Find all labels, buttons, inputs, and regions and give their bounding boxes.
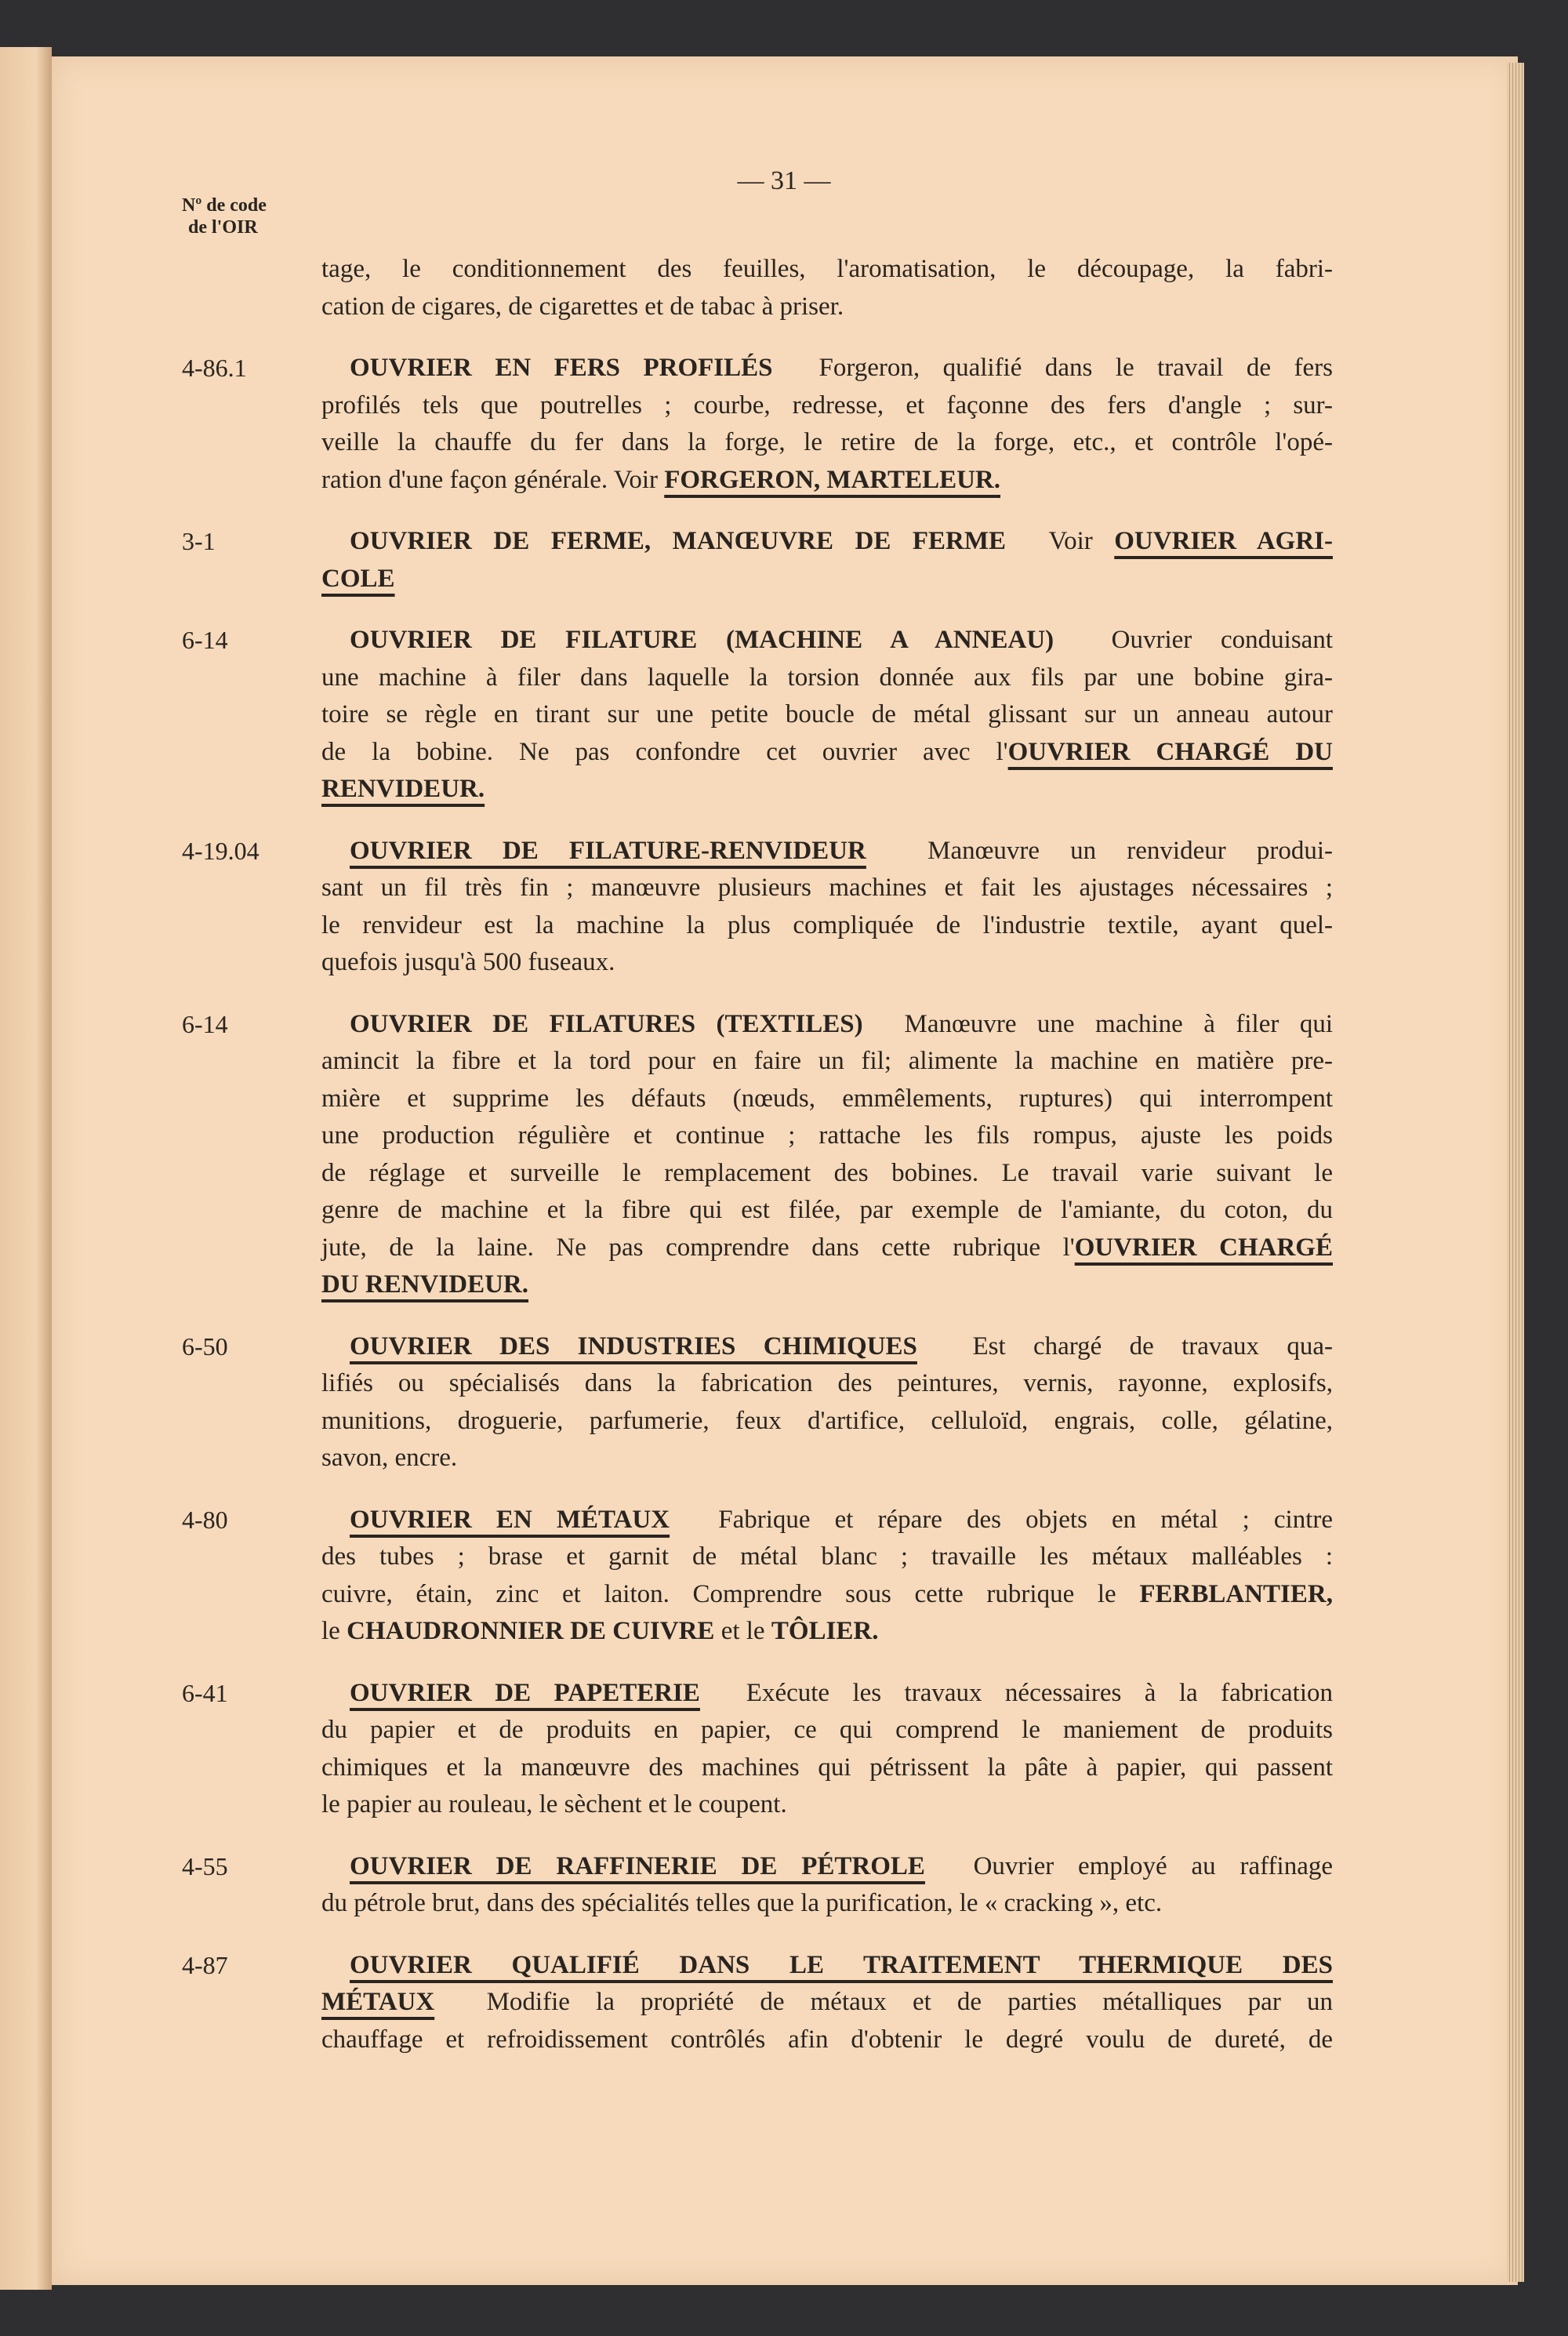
text-line	[321, 523, 1333, 561]
body-text: Voir	[1006, 527, 1115, 555]
bold-term: TÔLIER.	[771, 1617, 879, 1645]
text-line	[321, 1947, 1333, 1985]
bold-term: OUVRIER DE FILATURES (TEXTILES)	[350, 1009, 863, 1038]
oir-code: 4-19.04	[182, 836, 260, 865]
text-line	[321, 907, 1333, 945]
body-text: une machine à filer dans laquelle la torsion donnée aux fils par une bobine gira-	[321, 663, 1333, 692]
cross-reference-title: FORGERON, MARTELEUR.	[664, 465, 1001, 494]
occupation-entry	[182, 622, 1333, 808]
oir-code: 6-50	[182, 1331, 228, 1361]
body-text: du papier et de produits en papier, ce qui comprend le maniement de produits	[321, 1716, 1333, 1744]
body-text: Fabrique et répare des objets en métal ; cintre	[670, 1505, 1334, 1534]
code-header-line-1: Nº de code	[182, 195, 267, 216]
oir-code: 6-14	[182, 626, 228, 654]
page-number: — 31 —	[737, 166, 831, 195]
previous-page-edge	[0, 47, 52, 2290]
text-line	[321, 1749, 1333, 1787]
text-line	[321, 561, 1333, 598]
entry-text	[321, 1328, 1333, 1477]
bold-term: OUVRIER EN FERS PROFILÉS	[350, 354, 773, 382]
occupation-entry	[182, 1006, 1333, 1304]
text-line	[321, 1365, 1333, 1403]
entry-text	[321, 1947, 1333, 2059]
body-text: amincit la fibre et la tord pour en faire un fil; alimente la machine en matière pre-	[321, 1047, 1333, 1075]
bold-term: OUVRIER DE FERME, MANŒUVRE DE FERME	[350, 527, 1007, 555]
body-text: des tubes ; brase et garnit de métal blanc ; travaille les métaux malléables :	[321, 1542, 1333, 1571]
body-text: quefois jusqu'à 500 fuseaux.	[321, 948, 615, 976]
text-line	[321, 1885, 1333, 1923]
text-line	[321, 771, 1333, 808]
body-text: ration d'une façon générale. Voir	[321, 465, 665, 494]
text-line	[321, 1848, 1333, 1886]
text-line	[321, 1712, 1333, 1749]
body-text: Manœuvre une machine à filer qui	[862, 1009, 1333, 1038]
text-line	[321, 1576, 1333, 1614]
body-text: le papier au rouleau, le sèchent et le coupent.	[321, 1790, 787, 1818]
body-text: Exécute les travaux nécessaires à la fabrication	[699, 1678, 1333, 1707]
occupation-entry	[182, 1848, 1333, 1923]
body-text: lifiés ou spécialisés dans la fabrication des peintures, vernis, rayonne, explosifs,	[321, 1369, 1333, 1397]
text-line	[321, 944, 1333, 982]
body-text: mière et supprime les défauts (nœuds, emmêlements, ruptures) qui interrompent	[321, 1084, 1333, 1113]
oir-code: 4-55	[182, 1851, 228, 1880]
text-line	[321, 1613, 1333, 1651]
text-line	[321, 1155, 1333, 1193]
text-line	[321, 696, 1333, 734]
body-text: savon, encre.	[321, 1444, 458, 1472]
text-line	[321, 1786, 1333, 1824]
oir-code: 4-80	[182, 1505, 228, 1534]
text-line	[321, 462, 1333, 500]
page-stack-edges	[1507, 63, 1524, 2282]
cross-reference-title: DU RENVIDEUR.	[321, 1270, 529, 1299]
text-line	[321, 1117, 1333, 1155]
cross-reference-title: OUVRIER DES INDUSTRIES CHIMIQUES	[350, 1331, 917, 1361]
cross-reference-title: OUVRIER EN MÉTAUX	[350, 1505, 670, 1534]
bold-term: FERBLANTIER,	[1139, 1579, 1333, 1608]
body-text: le renvideur est la machine la plus compliquée de l'industrie textile, ayant quel-	[321, 910, 1333, 939]
entry-text	[321, 1502, 1333, 1651]
text-line	[321, 1006, 1333, 1044]
cross-reference-title: MÉTAUX	[321, 1988, 435, 2016]
oir-code: 6-41	[182, 1678, 228, 1707]
occupation-entry	[182, 1502, 1333, 1651]
occupation-entry	[182, 523, 1333, 598]
body-text: et le	[714, 1617, 771, 1645]
code-header-line-2: de l'OIR	[188, 217, 258, 238]
body-text: genre de machine et la fibre qui est filée, par exemple de l'amiante, du coton, du	[321, 1196, 1333, 1224]
text-line	[321, 1192, 1333, 1230]
text-line	[321, 1230, 1333, 1267]
entry-text	[321, 1675, 1333, 1824]
body-text: le	[321, 1617, 347, 1645]
body-text: veille la chauffe du fer dans la forge, le retire de la forge, etc., et contrôle l'opé-	[321, 428, 1333, 456]
text-line	[321, 251, 1333, 289]
body-text: Est chargé de travaux qua-	[916, 1331, 1333, 1361]
body-text: de la bobine. Ne pas confondre cet ouvrier avec l'	[321, 737, 1008, 766]
text-line	[321, 424, 1333, 462]
cross-reference-title: RENVIDEUR.	[321, 775, 485, 803]
text-line	[321, 1502, 1333, 1539]
entry-text	[321, 1848, 1333, 1923]
body-text: profilés tels que poutrelles ; courbe, redresse, et façonne des fers d'angle ; sur-	[321, 391, 1333, 420]
cross-reference-title: OUVRIER DE RAFFINERIE DE PÉTROLE	[350, 1851, 925, 1880]
body-text: une production régulière et continue ; rattache les fils rompus, ajuste les poids	[321, 1121, 1333, 1150]
entry-text	[321, 350, 1333, 499]
body-text: de réglage et surveille le remplacement des bobines. Le travail varie suivant le	[321, 1158, 1333, 1187]
occupation-entry	[182, 1328, 1333, 1477]
code-column-header	[182, 194, 267, 238]
text-line	[321, 1675, 1333, 1713]
text-line	[321, 1539, 1333, 1576]
body-text: toire se règle en tirant sur une petite boucle de métal glissant sur un anneau autour	[321, 700, 1333, 728]
body-text: Manœuvre un renvideur produi-	[866, 836, 1333, 865]
body-text: du pétrole brut, dans des spécialités telles que la purification, le « cracking », etc.	[321, 1889, 1163, 1917]
entry-text	[321, 523, 1333, 598]
cross-reference-title: COLE	[321, 564, 395, 593]
text-line	[321, 870, 1333, 907]
oir-code: 4-87	[182, 1950, 228, 1979]
body-text: Ouvrier conduisant	[1054, 626, 1333, 654]
bold-term: OUVRIER DE FILATURE (MACHINE A ANNEAU)	[350, 626, 1054, 654]
text-line	[321, 289, 1333, 326]
text-line	[321, 1328, 1333, 1366]
entry-text	[321, 251, 1333, 325]
body-text: chimiques et la manœuvre des machines qui pétrissent la pâte à papier, qui passent	[321, 1753, 1333, 1782]
text-line	[321, 1081, 1333, 1118]
oir-code: 6-14	[182, 1009, 228, 1038]
oir-code: 4-86.1	[182, 354, 247, 382]
cross-reference-title: OUVRIER DE PAPETERIE	[350, 1678, 700, 1707]
text-line	[321, 622, 1333, 659]
body-text: sant un fil très fin ; manœuvre plusieurs machines et fait les ajustages nécessaires ;	[321, 874, 1333, 902]
cross-reference-title: OUVRIER DE FILATURE-RENVIDEUR	[350, 836, 866, 865]
text-line	[321, 1043, 1333, 1081]
body-text: Forgeron, qualifié dans le travail de fers	[772, 354, 1333, 382]
continued-paragraph	[182, 251, 1333, 325]
occupation-entry	[182, 1675, 1333, 1824]
occupation-entry	[182, 350, 1333, 499]
occupation-entry	[182, 833, 1333, 982]
body-text: Ouvrier employé au raffinage	[924, 1851, 1333, 1880]
oir-code: 3-1	[182, 527, 216, 555]
body-text: jute, de la laine. Ne pas comprendre dans cette rubrique l'	[321, 1233, 1075, 1262]
cross-reference-title: OUVRIER AGRI-	[1114, 527, 1333, 555]
body-text: cuivre, étain, zinc et laiton. Comprendre sous cette rubrique le	[321, 1579, 1140, 1608]
bold-term: CHAUDRONNIER DE CUIVRE	[347, 1617, 715, 1645]
entry-text	[321, 622, 1333, 808]
occupation-entry	[182, 1947, 1333, 2059]
text-line	[321, 2022, 1333, 2059]
body-text: tage, le conditionnement des feuilles, l'aromatisation, le découpage, la fabri-	[321, 255, 1333, 283]
entry-text	[321, 1006, 1333, 1304]
text-line	[321, 1403, 1333, 1440]
body-text: chauffage et refroidissement contrôlés afin d'obtenir le degré voulu de dureté, de	[321, 2025, 1333, 2054]
entries-list	[182, 251, 1333, 2083]
text-line	[321, 1440, 1333, 1477]
cross-reference-title: OUVRIER QUALIFIÉ DANS LE TRAITEMENT THERMIQUE DES	[350, 1950, 1333, 1979]
text-line	[321, 1984, 1333, 2022]
entry-text	[321, 833, 1333, 982]
text-line	[321, 734, 1333, 772]
text-line	[321, 833, 1333, 870]
body-text: cation de cigares, de cigarettes et de tabac à priser.	[321, 292, 844, 321]
body-text: munitions, droguerie, parfumerie, feux d'artifice, celluloïd, engrais, colle, gélatine,	[321, 1406, 1333, 1435]
cross-reference-title: OUVRIER CHARGÉ	[1074, 1233, 1333, 1262]
text-line	[321, 387, 1333, 425]
text-line	[321, 1266, 1333, 1304]
cross-reference-title: OUVRIER CHARGÉ DU	[1007, 737, 1333, 766]
text-line	[321, 659, 1333, 697]
body-text: Modifie la propriété de métaux et de parties métalliques par un	[434, 1988, 1333, 2016]
text-line	[321, 350, 1333, 387]
